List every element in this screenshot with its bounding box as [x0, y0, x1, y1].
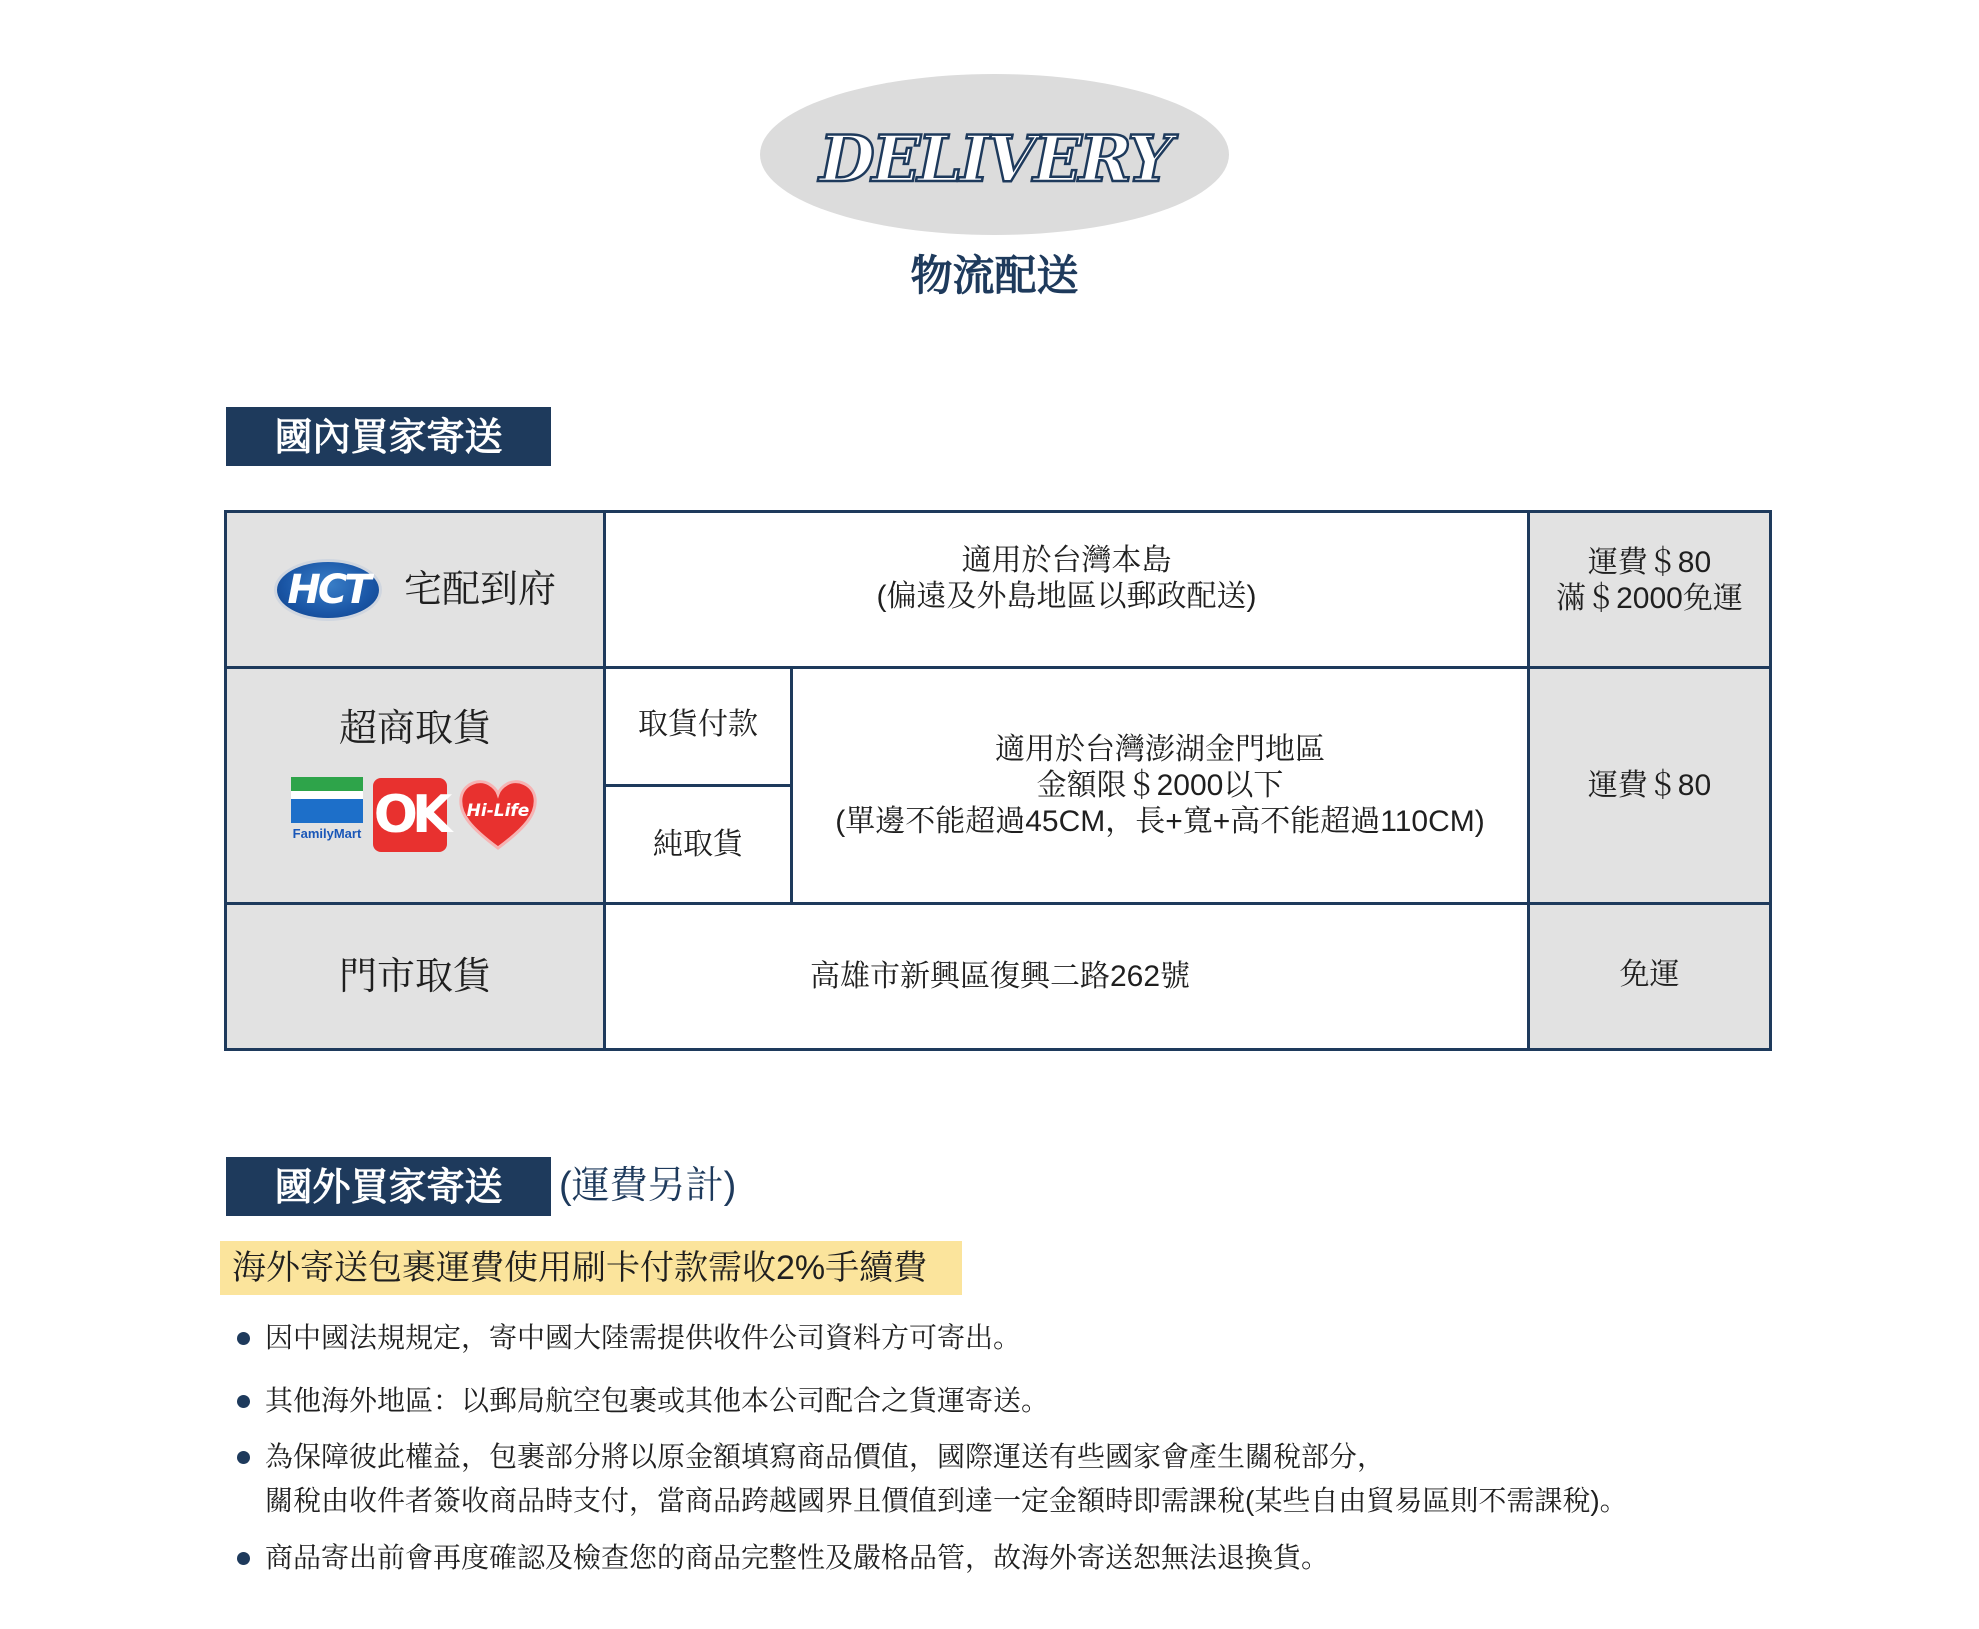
cvs-coverage-line-1: 適用於台灣澎湖金門地區 [995, 732, 1325, 766]
hct-logo [274, 559, 382, 621]
cvs-label-cell [224, 666, 606, 905]
store-pickup-label: 門市取貨 [338, 955, 491, 998]
bullet-dot [237, 1451, 250, 1464]
store-fee-cell [1527, 902, 1772, 1051]
overseas-bullet-3-line-2: 關稅由收件者簽收商品時支付，當商品跨越國界且價值到達一定金額時即需課稅(某些自由貿易區則不需課稅)。 [265, 1485, 1628, 1516]
cvs-fee: 運費＄80 [1587, 768, 1712, 802]
home-delivery-label-cell [224, 510, 606, 669]
card-fee-highlight: 海外寄送包裹運費使用刷卡付款需收2%手續費 [220, 1241, 962, 1295]
home-delivery-coverage-cell [603, 510, 1530, 669]
store-pickup-label-cell [224, 902, 606, 1051]
overseas-bullet-2: 其他海外地區：以郵局航空包裹或其他本公司配合之貨運寄送。 [265, 1385, 1050, 1416]
hilife-heart-logo [457, 778, 539, 852]
home-coverage-line-2: (偏遠及外島地區以郵政配送) [876, 580, 1257, 613]
page-title: DELIVERY [819, 122, 1170, 197]
familymart-logo-text: FamilyMart [292, 826, 362, 841]
bullet-dot [237, 1395, 250, 1408]
hilife-logo-text: Hi-Life [466, 801, 530, 821]
home-fee-line-1: 運費＄80 [1587, 546, 1712, 579]
hct-logo-text: HCT [287, 566, 369, 613]
overseas-bullet-4: 商品寄出前會再度確認及檢查您的商品完整性及嚴格品管，故海外寄送恕無法退換貨。 [265, 1542, 1330, 1573]
cvs-coverage-cell [790, 666, 1530, 905]
overseas-note: (運費另計) [559, 1165, 737, 1207]
home-delivery-label: 宅配到府 [403, 568, 556, 611]
cvs-option-cod: 取貨付款 [638, 708, 758, 741]
store-address: 高雄市新興區復興二路262號 [810, 959, 1191, 993]
cvs-fee-cell [1527, 666, 1772, 905]
overseas-heading: 國外買家寄送 [226, 1157, 551, 1216]
bullet-dot [237, 1332, 250, 1345]
cvs-coverage-line-2: 金額限＄2000以下 [1036, 768, 1284, 802]
cvs-option-pickup: 純取貨 [653, 827, 743, 861]
ok-mart-logo-text: OK [373, 785, 447, 845]
bullet-dot [237, 1552, 250, 1565]
domestic-heading: 國內買家寄送 [226, 407, 551, 466]
home-delivery-fee-cell [1527, 510, 1772, 669]
ok-mart-logo [373, 778, 447, 852]
home-fee-line-2: 滿＄2000免運 [1556, 582, 1743, 615]
pickup-only-option-cell [603, 784, 793, 905]
home-coverage-line-1: 適用於台灣本島 [961, 544, 1172, 577]
overseas-bullet-3-line-1: 為保障彼此權益，包裹部分將以原金額填寫商品價值，國際運送有些國家會產生關稅部分， [265, 1441, 1386, 1472]
shipping-table [224, 510, 1772, 1051]
store-address-cell [603, 902, 1530, 1051]
cvs-logos [291, 777, 539, 853]
familymart-logo [291, 777, 363, 853]
page-subtitle: 物流配送 [910, 251, 1079, 300]
store-fee: 免運 [1619, 958, 1680, 991]
cod-option-cell [603, 666, 793, 787]
cvs-label: 超商取貨 [338, 708, 491, 750]
cvs-coverage-line-3: (單邊不能超過45CM，長+寬+高不能超過110CM) [835, 804, 1485, 838]
overseas-bullet-1: 因中國法規規定，寄中國大陸需提供收件公司資料方可寄出。 [265, 1322, 1022, 1353]
